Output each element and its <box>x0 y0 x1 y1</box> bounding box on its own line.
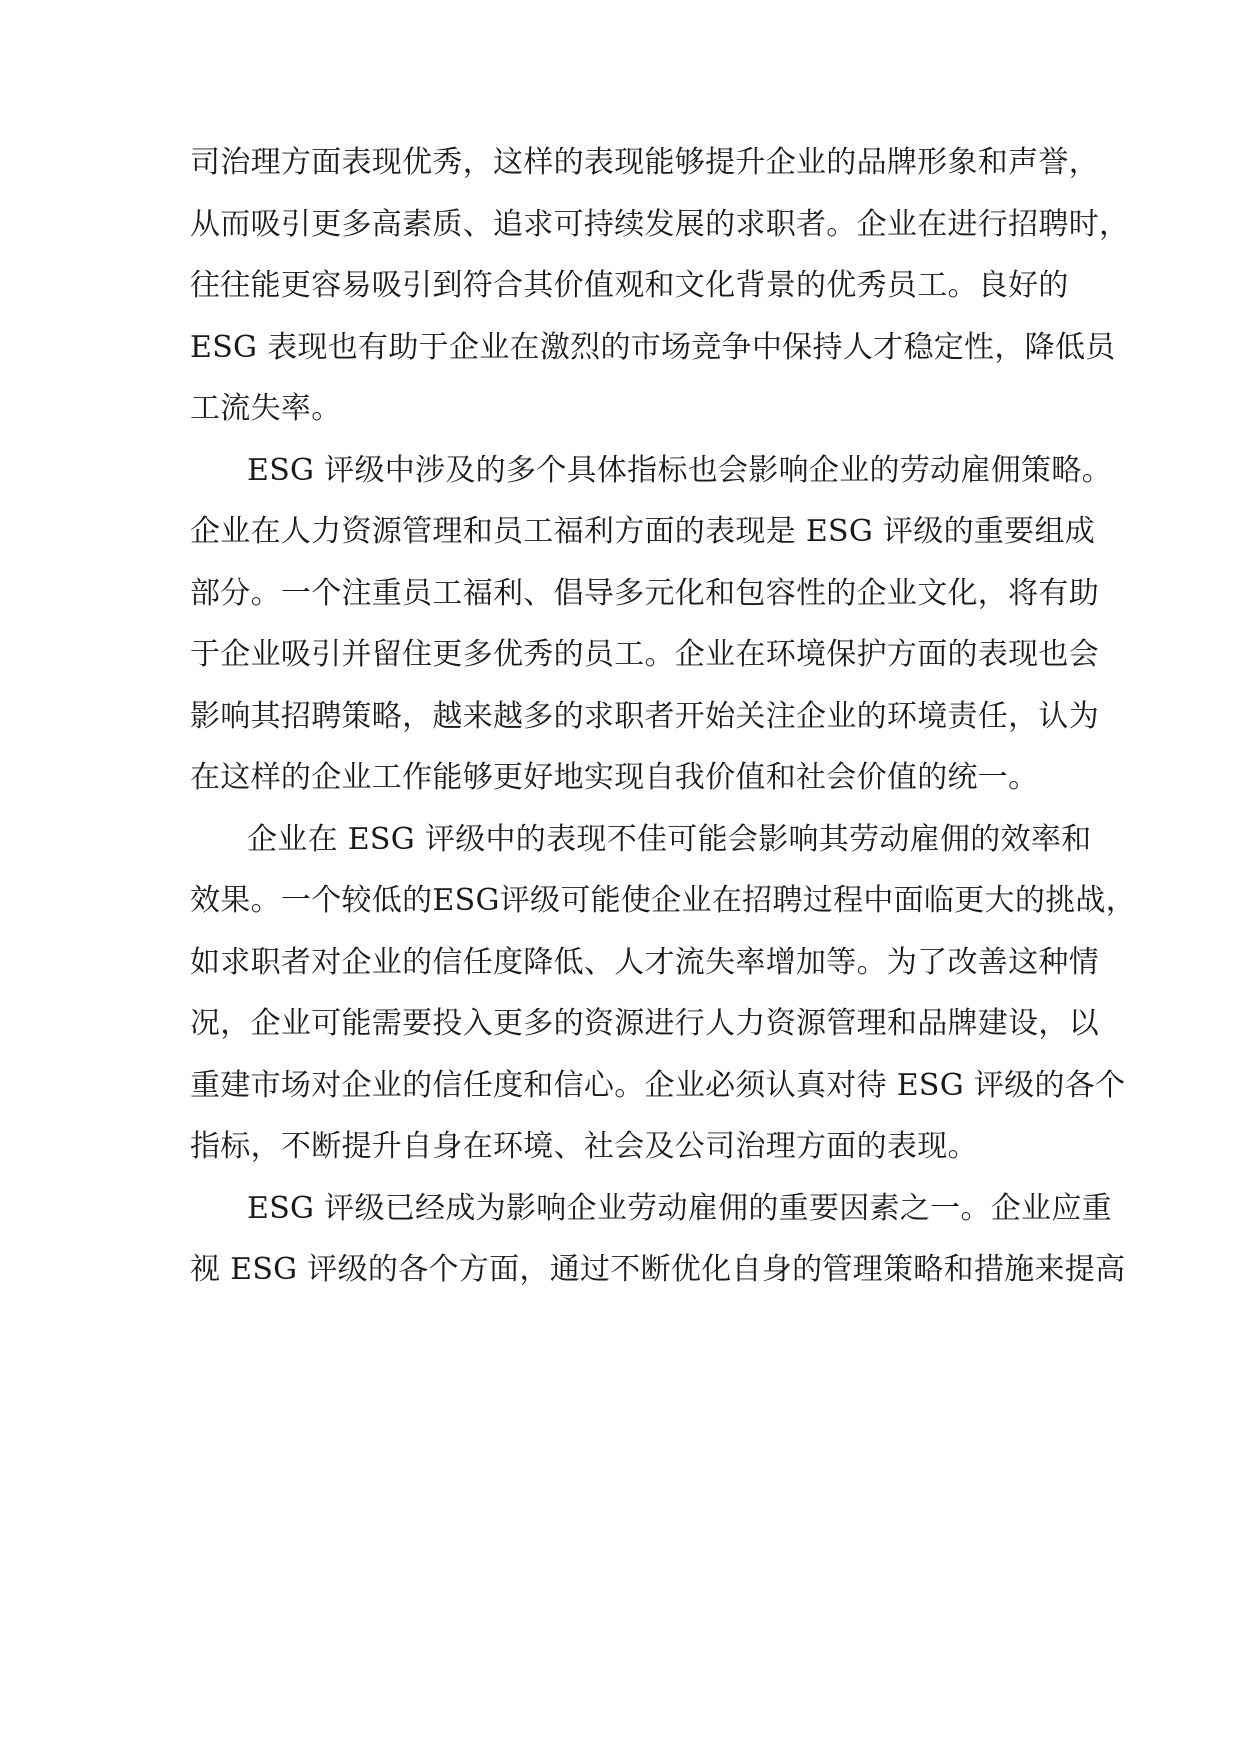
paragraph-first-line: ESG 评级已经成为影响企业劳动雇佣的重要因素之一。企业应重 <box>247 1190 1112 1226</box>
paragraph-first-line: ESG 评级中涉及的多个具体指标也会影响企业的劳动雇佣策略。 <box>247 452 1112 488</box>
text-line: 往往能更容易吸引到符合其价值观和文化背景的优秀员工。良好的 <box>190 268 1069 303</box>
body-text <box>190 132 1137 1301</box>
text-line: 从而吸引更多高素质、追求可持续发展的求职者。企业在进行招聘时， <box>190 206 1130 242</box>
text-line: 影响其招聘策略，越来越多的求职者开始关注企业的环境责任，认为 <box>190 698 1099 734</box>
paragraph-first-line: 企业在 ESG 评级中的表现不佳可能会影响其劳动雇佣的效率和 <box>247 821 1092 857</box>
text-line: 况，企业可能需要投入更多的资源进行人力资源管理和品牌建设，以 <box>190 1006 1099 1041</box>
text-line: 工流失率。 <box>190 391 342 426</box>
text-line: 如求职者对企业的信任度降低、人才流失率增加等。为了改善这种情 <box>190 944 1099 980</box>
text-line: 在这样的企业工作能够更好地实现自我价值和社会价值的统一。 <box>190 760 1039 795</box>
text-line: 司治理方面表现优秀，这样的表现能够提升企业的品牌形象和声誉， <box>190 145 1099 180</box>
text-line: 于企业吸引并留住更多优秀的员工。企业在环境保护方面的表现也会 <box>190 637 1099 672</box>
text-line: ESG 表现也有助于企业在激烈的市场竞争中保持人才稳定性，降低员 <box>190 329 1116 365</box>
text-line: 效果。一个较低的ESG评级可能使企业在招聘过程中面临更大的挑战， <box>190 883 1137 918</box>
text-line: 视 ESG 评级的各个方面，通过不断优化自身的管理策略和措施来提高 <box>190 1252 1126 1287</box>
text-line: 重建市场对企业的信任度和信心。企业必须认真对待 ESG 评级的各个 <box>190 1067 1126 1103</box>
text-line: 企业在人力资源管理和员工福利方面的表现是 ESG 评级的重要组成 <box>190 514 1096 549</box>
text-line: 指标，不断提升自身在环境、社会及公司治理方面的表现。 <box>190 1129 978 1164</box>
text-line: 部分。一个注重员工福利、倡导多元化和包容性的企业文化，将有助 <box>190 575 1099 611</box>
